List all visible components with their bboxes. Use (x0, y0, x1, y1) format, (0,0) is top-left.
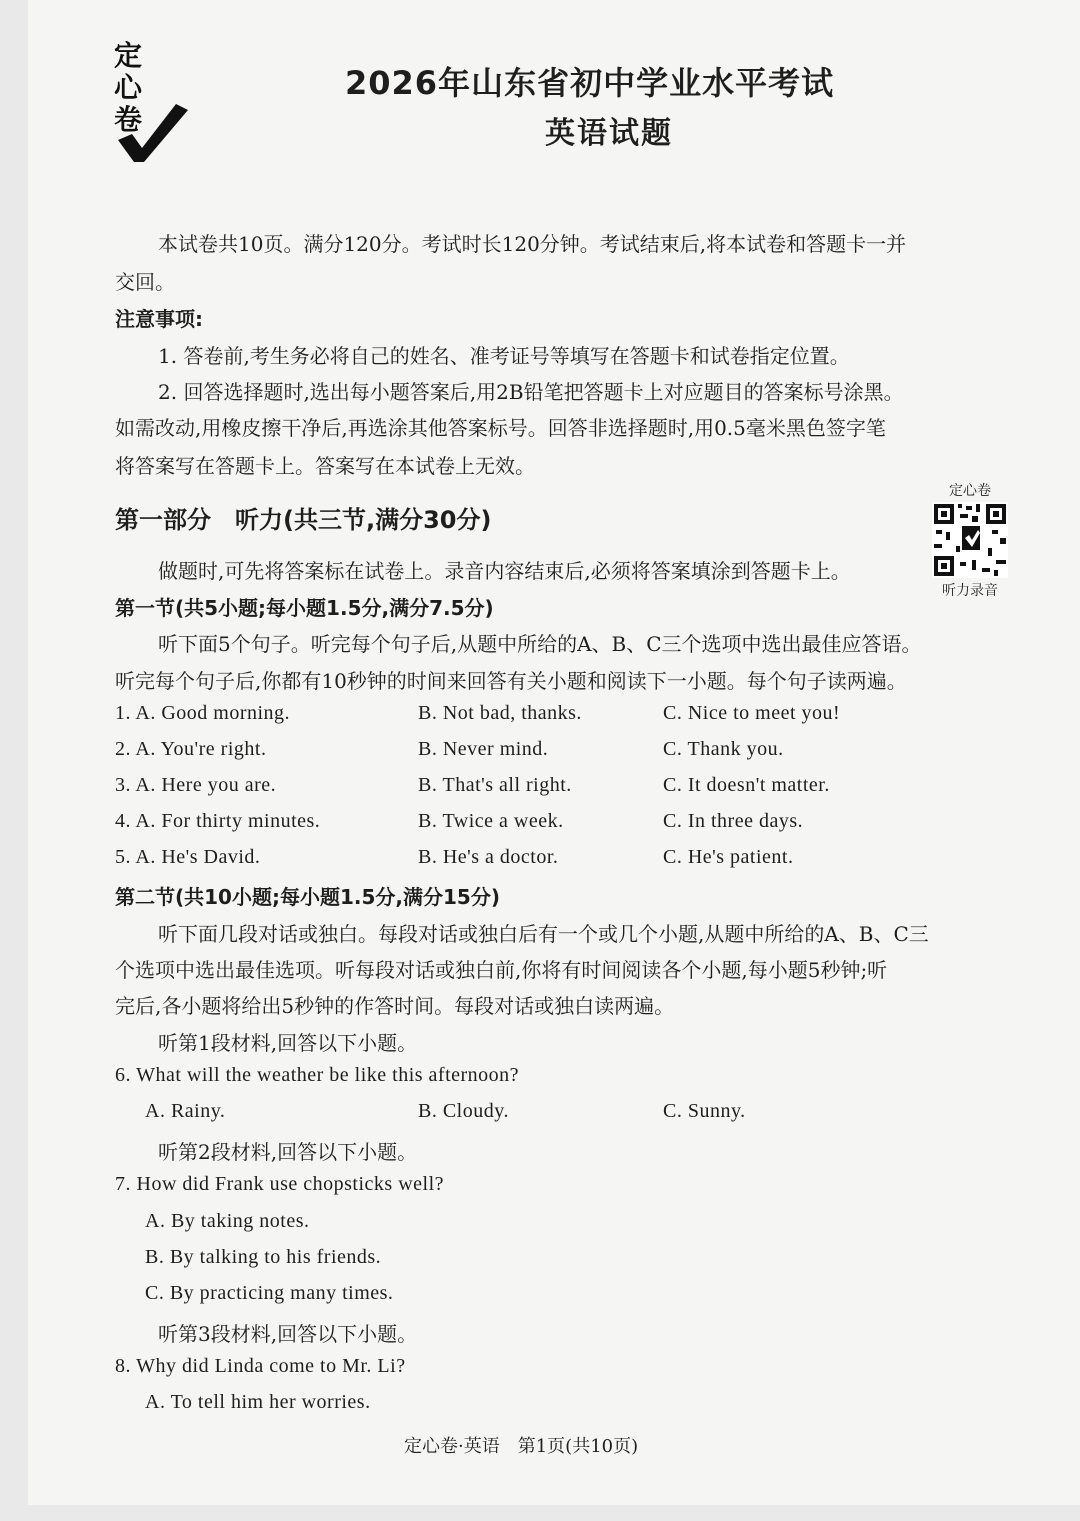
exam-subtitle: 英语试题 (545, 116, 673, 151)
question-1-option-c: C. Nice to meet you! (663, 702, 841, 724)
question-1-option-b: B. Not bad, thanks. (418, 702, 582, 724)
notes-item-2-line-2: 如需改动,用橡皮擦干净后,再选涂其他答案标号。回答非选择题时,用0.5毫米黑色签字笔 (115, 416, 886, 440)
material-1-label: 听第1段材料,回答以下小题。 (158, 1031, 418, 1055)
question-7-option-a: A. By taking notes. (145, 1210, 310, 1232)
section2-instruction-line-1: 听下面几段对话或独白。每段对话或独白后有一个或几个小题,从题中所给的A、B、C三 (158, 922, 929, 946)
section1-instruction-line-1: 听下面5个句子。听完每个句子后,从题中所给的A、B、C三个选项中选出最佳应答语。 (158, 632, 922, 656)
notes-item-1: 1. 答卷前,考生务必将自己的姓名、准考证号等填写在答题卡和试卷指定位置。 (158, 344, 850, 368)
logo-char-3: 卷 (114, 103, 143, 136)
qr-code-block[interactable] (928, 480, 1012, 600)
checkmark-icon (112, 100, 190, 166)
question-6-option-a: A. Rainy. (145, 1100, 226, 1122)
section2-instruction-line-2: 个选项中选出最佳选项。听每段对话或独白前,你将有时间阅读各个小题,每小题5秒钟;听 (115, 958, 888, 982)
intro-line-2: 交回。 (115, 270, 175, 294)
logo (108, 38, 188, 168)
question-8-stem: 8. Why did Linda come to Mr. Li? (115, 1355, 406, 1377)
notes-item-2-line-3: 将答案写在答题卡上。答案写在本试卷上无效。 (115, 454, 535, 478)
question-4-option-c: C. In three days. (663, 810, 804, 832)
page-footer: 定心卷·英语 第1页(共10页) (404, 1436, 639, 1457)
notes-item-2-line-1: 2. 回答选择题时,选出每小题答案后,用2B铅笔把答题卡上对应题目的答案标号涂黑。 (158, 380, 904, 404)
question-2-option-c: C. Thank you. (663, 738, 784, 760)
intro-line-1: 本试卷共10页。满分120分。考试时长120分钟。考试结束后,将本试卷和答题卡一并 (158, 232, 907, 256)
section1-heading: 第一节(共5小题;每小题1.5分,满分7.5分) (115, 596, 494, 620)
question-3-option-c: C. It doesn't matter. (663, 774, 830, 796)
question-7-option-b: B. By talking to his friends. (145, 1246, 382, 1268)
material-2-label: 听第2段材料,回答以下小题。 (158, 1140, 418, 1164)
exam-title: 2026年山东省初中学业水平考试 (345, 64, 835, 102)
question-4-option-b: B. Twice a week. (418, 810, 564, 832)
question-3-option-a: 3. A. Here you are. (115, 774, 277, 796)
logo-char-1: 定 (114, 39, 143, 72)
question-7-option-c: C. By practicing many times. (145, 1282, 394, 1304)
question-6-stem: 6. What will the weather be like this afternoon? (115, 1064, 520, 1086)
logo-char-2: 心 (114, 71, 143, 104)
section2-heading: 第二节(共10小题;每小题1.5分,满分15分) (115, 885, 500, 909)
question-6-option-c: C. Sunny. (663, 1100, 746, 1122)
section1-instruction-line-2: 听完每个句子后,你都有10秒钟的时间来回答有关小题和阅读下一小题。每个句子读两遍。 (115, 669, 907, 693)
question-7-stem: 7. How did Frank use chopsticks well? (115, 1173, 445, 1195)
qr-top-label: 定心卷 (949, 483, 991, 499)
question-5-option-a: 5. A. He's David. (115, 846, 261, 868)
question-2-option-b: B. Never mind. (418, 738, 549, 760)
question-5-option-b: B. He's a doctor. (418, 846, 559, 868)
question-2-option-a: 2. A. You're right. (115, 738, 267, 760)
part1-instruction: 做题时,可先将答案标在试卷上。录音内容结束后,必须将答案填涂到答题卡上。 (158, 559, 851, 583)
notes-heading: 注意事项: (115, 307, 203, 331)
question-5-option-c: C. He's patient. (663, 846, 794, 868)
question-1-option-a: 1. A. Good morning. (115, 702, 291, 724)
section2-instruction-line-3: 完后,各小题将给出5秒钟的作答时间。每段对话或独白读两遍。 (115, 994, 675, 1018)
material-3-label: 听第3段材料,回答以下小题。 (158, 1322, 418, 1346)
question-6-option-b: B. Cloudy. (418, 1100, 509, 1122)
qr-code-icon[interactable] (932, 502, 1008, 578)
question-3-option-b: B. That's all right. (418, 774, 572, 796)
part1-heading: 第一部分 听力(共三节,满分30分) (115, 506, 492, 534)
qr-bottom-label: 听力录音 (942, 583, 998, 599)
question-8-option-a: A. To tell him her worries. (145, 1391, 371, 1413)
question-4-option-a: 4. A. For thirty minutes. (115, 810, 321, 832)
